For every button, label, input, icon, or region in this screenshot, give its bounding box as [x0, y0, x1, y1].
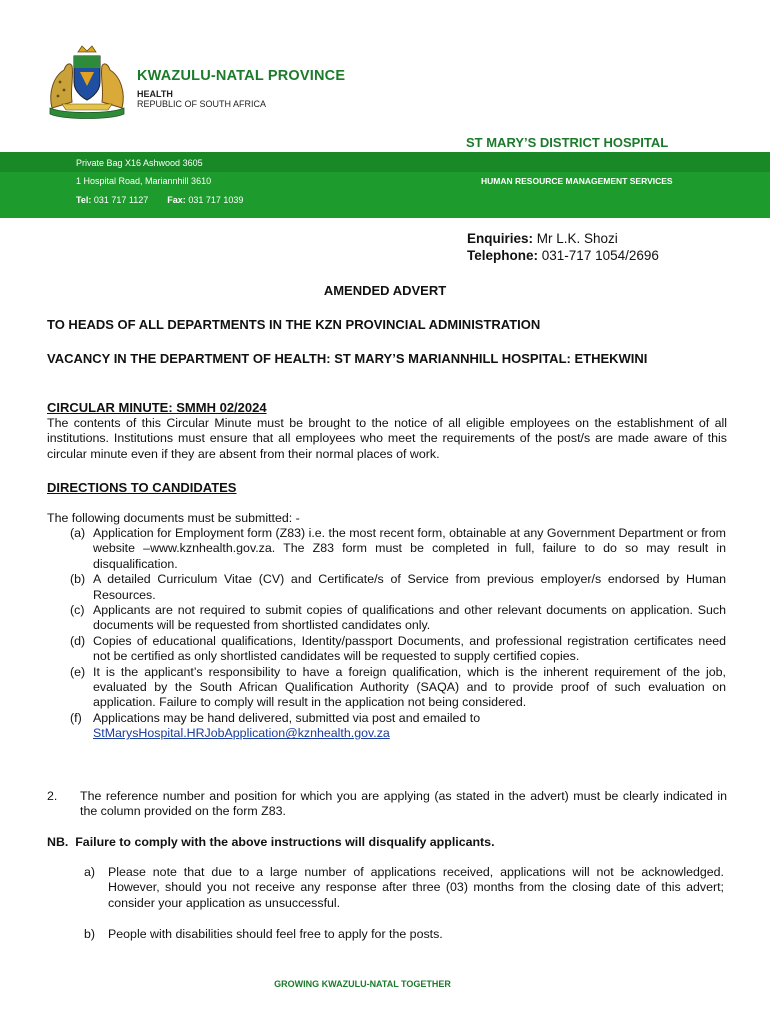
- hospital-name: ST MARY’S DISTRICT HOSPITAL: [466, 135, 669, 150]
- nb-line: NB. Failure to comply with the above instructions will disqualify applicants.: [47, 835, 495, 849]
- list-item-text: It is the applicant’s responsibility to have a foreign qualification, which is the inherent requirement of the job, evaluated by the South African Qualification Authority (SAQA) and to provide proof of such evaluation on application. Failure to comply will result in the application not being considered.: [93, 664, 726, 710]
- circular-minute-text: The contents of this Circular Minute must be brought to the notice of all eligible employees on the establishment of all institutions. Institutions must ensure that all employees who meet the requirements of the post/s are made aware of this circular minute even if they are absent from their normal places of work.: [47, 416, 727, 461]
- telephone-label: Telephone:: [467, 248, 539, 263]
- phone-fax-line: [76, 195, 243, 205]
- list-item: [70, 572, 726, 603]
- application-email-link[interactable]: StMarysHospital.HRJobApplication@kznhealth.gov.za: [93, 726, 390, 741]
- list-item-label: (b): [70, 572, 86, 587]
- documents-intro: The following documents must be submitted: -: [47, 511, 300, 525]
- list-item: [70, 711, 726, 742]
- list-item-label: (d): [70, 633, 86, 648]
- note-a: [84, 865, 724, 911]
- enquiries-value: Mr L.K. Shozi: [536, 231, 618, 246]
- note-b: [84, 927, 724, 942]
- enquiries-block: [467, 231, 659, 263]
- nb-label: NB.: [47, 835, 69, 849]
- telephone-value: 031-717 1054/2696: [541, 248, 659, 263]
- point-2-text: The reference number and position for which you are applying (as stated in the advert) must be clearly indicated in the column provided on the form Z83.: [80, 789, 727, 819]
- department-name: HEALTH: [137, 89, 173, 99]
- note-b-text: People with disabilities should feel free to apply for the posts.: [108, 927, 443, 941]
- note-b-label: b): [84, 927, 96, 941]
- vacancy-heading: VACANCY IN THE DEPARTMENT OF HEALTH: ST MARY’S MARIANNHILL HOSPITAL: ETHEKWINI: [47, 351, 648, 366]
- coat-of-arms-icon: [44, 42, 130, 120]
- list-item-text: Applicants are not required to submit copies of qualifications and other relevant documents on application. Such documents will be requested from shortlisted candidates only.: [93, 603, 726, 633]
- list-item: [70, 603, 726, 634]
- enquiries-label: Enquiries:: [467, 231, 534, 246]
- list-item-text: Copies of educational qualifications, Identity/passport Documents, and professional registration certificates need not be certified as only shortlisted candidates will be requested to supply certified copies.: [93, 633, 726, 664]
- directions-title: DIRECTIONS TO CANDIDATES: [47, 480, 237, 495]
- point-2-number: 2.: [47, 789, 58, 803]
- list-item-label: (f): [70, 710, 82, 725]
- fax-value: 031 717 1039: [188, 195, 244, 205]
- list-item: [70, 665, 726, 711]
- tel-label: Tel:: [76, 195, 92, 205]
- hr-services-label: HUMAN RESOURCE MANAGEMENT SERVICES: [481, 176, 673, 186]
- list-item-text: Application for Employment form (Z83) i.e. the most recent form, obtainable at any Government Department or from website –www.kznhealth.gov.za. The Z83 form must be completed in full, failure to do so may result in disqualification.: [93, 526, 726, 571]
- documents-list: [70, 526, 726, 742]
- republic-name: REPUBLIC OF SOUTH AFRICA: [137, 99, 267, 109]
- point-2: [47, 789, 727, 820]
- list-item-text: A detailed Curriculum Vitae (CV) and Certificate/s of Service from previous employer/s endorsed by Human Resources.: [93, 572, 726, 602]
- fax-label: Fax:: [167, 195, 186, 205]
- to-heads-heading: TO HEADS OF ALL DEPARTMENTS IN THE KZN PROVINCIAL ADMINISTRATION: [47, 317, 541, 332]
- footer-slogan: GROWING KWAZULU-NATAL TOGETHER: [274, 979, 451, 989]
- address-line-2: 1 Hospital Road, Mariannhill 3610: [76, 176, 212, 186]
- nb-text: Failure to comply with the above instructions will disqualify applicants: [75, 835, 492, 849]
- tel-value: 031 717 1127: [93, 195, 149, 205]
- list-item-text: Applications may be hand delivered, submitted via post and emailed to: [93, 710, 481, 725]
- list-item-label: (c): [70, 603, 85, 618]
- amended-advert-heading: AMENDED ADVERT: [323, 283, 447, 298]
- note-a-label: a): [84, 865, 96, 879]
- note-a-text: Please note that due to a large number of applications received, applications will not be acknowledged. However, should you not receive any response after three (03) months from the closing date of this advert; consider your application as unsuccessful.: [108, 865, 724, 910]
- list-item: [70, 526, 726, 572]
- list-item-label: (e): [70, 664, 86, 679]
- list-item: [70, 634, 726, 665]
- circular-minute-title: CIRCULAR MINUTE: SMMH 02/2024: [47, 400, 267, 415]
- address-line-1: Private Bag X16 Ashwood 3605: [76, 158, 203, 168]
- province-title: KWAZULU-NATAL PROVINCE: [137, 68, 346, 84]
- list-item-label: (a): [70, 526, 86, 540]
